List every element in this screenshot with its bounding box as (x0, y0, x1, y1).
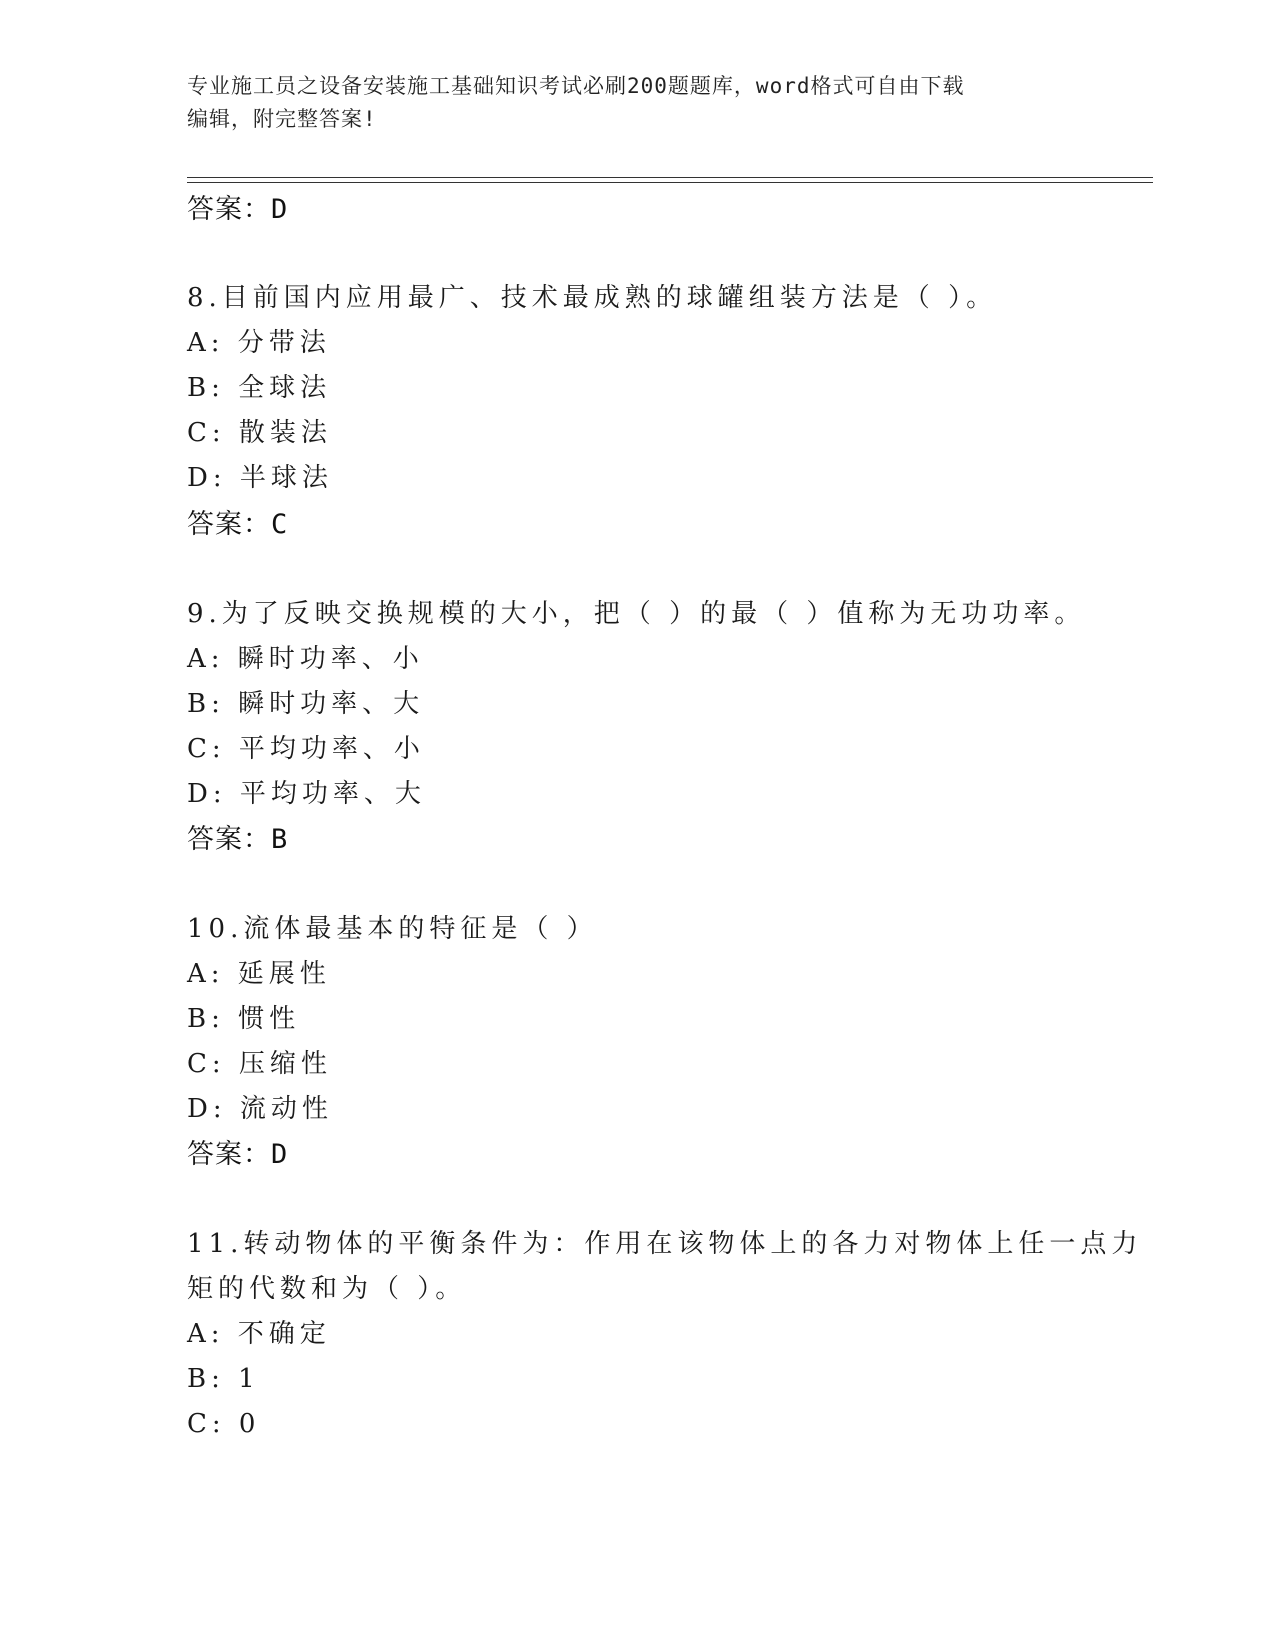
question-9-option-c: C: 平均功率、小 (187, 734, 425, 764)
question-11-option-a: A: 不确定 (187, 1319, 331, 1349)
question-8-answer: 答案：C (187, 509, 289, 540)
question-8-stem: 8.目前国内应用最广、技术最成熟的球罐组装方法是（ ）。 (187, 283, 998, 313)
question-11-option-c: C: 0 (187, 1409, 261, 1439)
header-divider (187, 177, 1153, 183)
header-line-1: 专业施工员之设备安装施工基础知识考试必刷200题题库，word格式可自由下载 (187, 74, 965, 98)
question-8-option-b: B: 全球法 (187, 373, 332, 403)
document-header (187, 70, 1067, 136)
question-11-option-b: B: 1 (187, 1364, 260, 1394)
question-9-option-b: B: 瞬时功率、大 (187, 689, 425, 719)
question-10-option-a: A: 延展性 (187, 959, 331, 989)
question-8-option-c: C: 散装法 (187, 418, 332, 448)
question-10-stem: 10.流体最基本的特征是（ ） (187, 914, 598, 944)
question-10-option-b: B: 惯性 (187, 1004, 301, 1034)
answer-previous: 答案：D (187, 194, 289, 225)
question-9-stem: 9.为了反映交换规模的大小，把（ ）的最（ ）值称为无功功率。 (187, 599, 1086, 629)
question-8-option-a: A: 分带法 (187, 328, 331, 358)
question-9-option-a: A: 瞬时功率、小 (187, 644, 424, 674)
header-line-2: 编辑，附完整答案! (187, 107, 377, 131)
question-10-answer: 答案：D (187, 1139, 289, 1170)
question-9-option-d: D: 平均功率、大 (187, 779, 426, 809)
question-11-stem-line-2: 矩的代数和为（ ）。 (187, 1274, 467, 1304)
question-9-answer: 答案：B (187, 824, 289, 855)
question-10-option-c: C: 压缩性 (187, 1049, 332, 1079)
question-10-option-d: D: 流动性 (187, 1094, 333, 1124)
question-8-option-d: D: 半球法 (187, 463, 333, 493)
question-11-stem-line-1: 11.转动物体的平衡条件为：作用在该物体上的各力对物体上任一点力 (187, 1229, 1143, 1259)
